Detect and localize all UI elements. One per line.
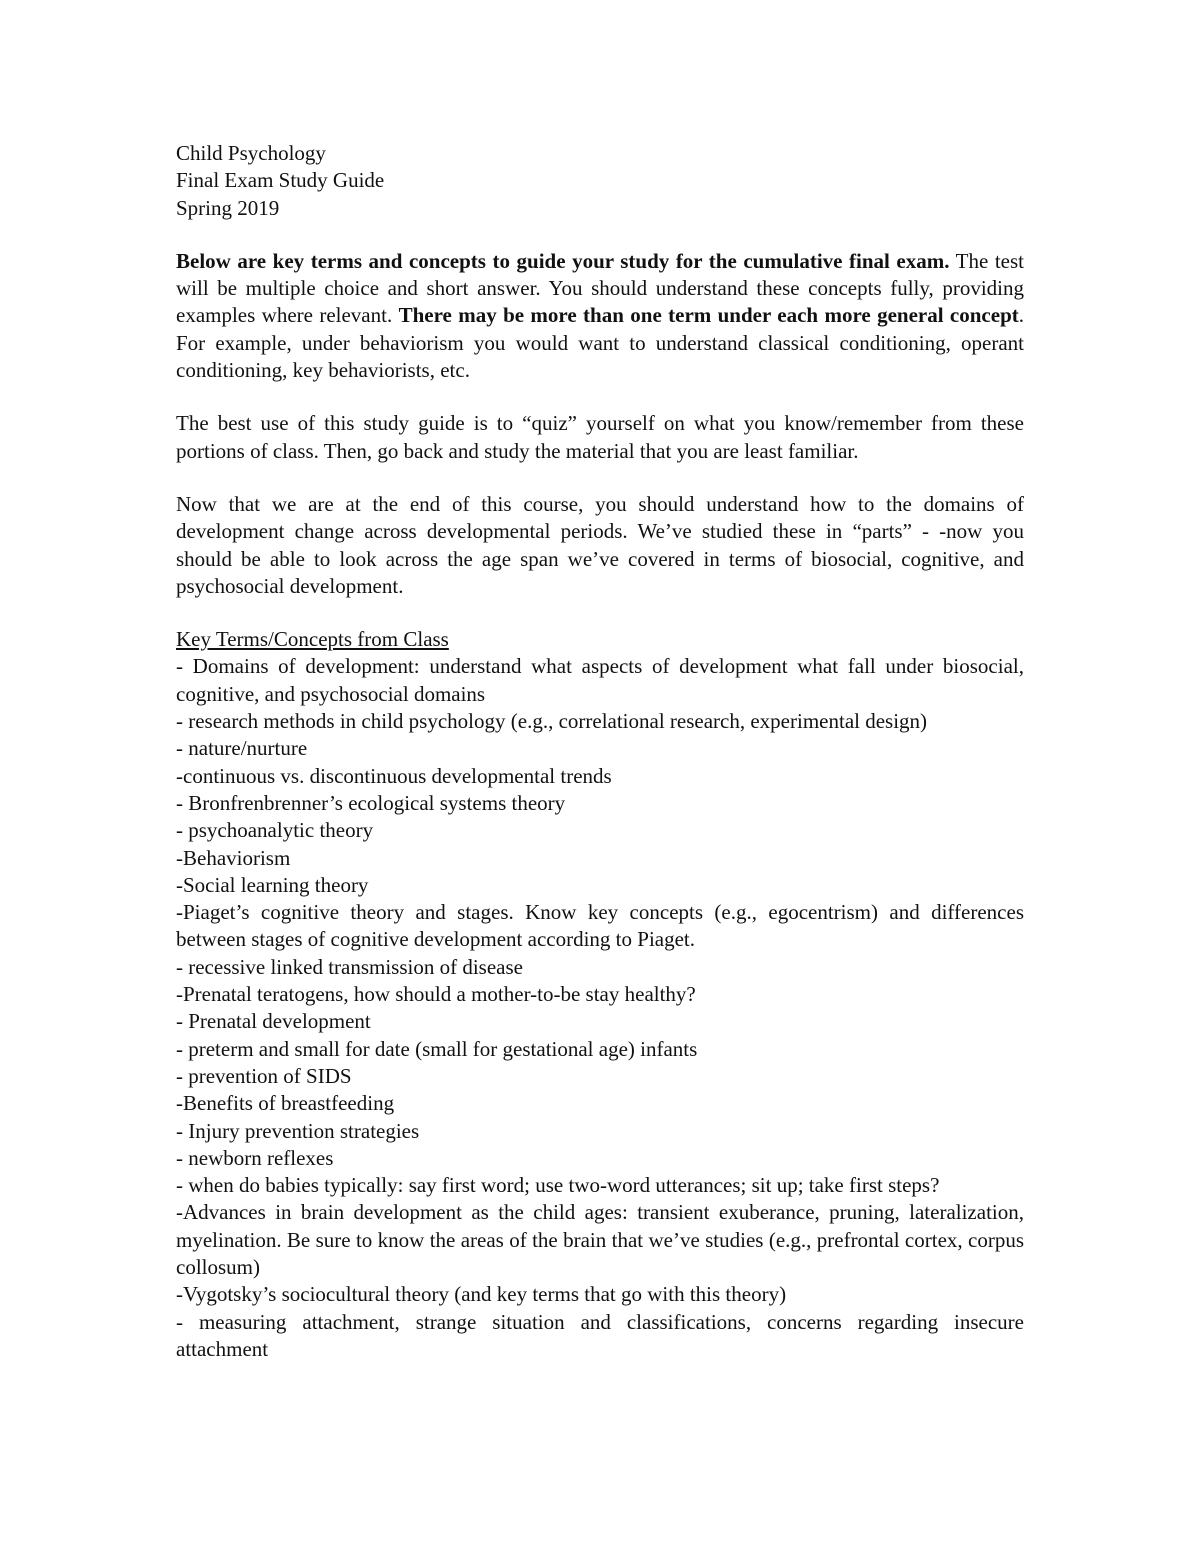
spacer [176, 222, 1024, 248]
key-term-item: -continuous vs. discontinuous developmental trends [176, 763, 612, 788]
key-term-item: - prevention of SIDS [176, 1063, 352, 1088]
intro-bold-mid: There may be more than one term under each more general concept [398, 303, 1019, 328]
key-term-item: - newborn reflexes [176, 1145, 334, 1170]
intro-bold-lead: Below are key terms and concepts to guide your study for the cumulative final exam. [176, 248, 950, 273]
key-term-item: - research methods in child psychology (e.g., correlational research, experimental design) [176, 709, 928, 734]
key-term-item: - Bronfrenbrenner’s ecological systems theory [176, 790, 566, 815]
key-terms-heading: Key Terms/Concepts from Class [176, 627, 449, 652]
study-tip-paragraph: The best use of this study guide is to “quiz” yourself on what you know/remember from these portions of class. Then, go back and study the material that you are least familiar. [176, 411, 1024, 463]
intro-text-2: . For example, under behaviorism you would want to understand classical conditioning, operant conditioning, key behaviorists, etc. [176, 303, 1024, 383]
key-term-item: - Prenatal development [176, 1009, 371, 1034]
key-term-item: -Benefits of breastfeeding [176, 1091, 395, 1116]
spacer [176, 600, 1024, 626]
document-page [176, 140, 1024, 1363]
key-term-item: -Advances in brain development as the child ages: transient exuberance, pruning, lateralization, myelination. Be sure to know the areas of the brain that we’ve studies (e.g., prefrontal cortex, corpus collosum) [176, 1200, 1024, 1279]
key-term-item: - nature/nurture [176, 736, 308, 761]
key-term-item: - Injury prevention strategies [176, 1118, 420, 1143]
key-term-item: - measuring attachment, strange situation and classifications, concerns regarding insecure attachment [176, 1309, 1024, 1361]
key-term-item: - Domains of development: understand what aspects of development what fall under biosocial, cognitive, and psychosocial domains [176, 654, 1024, 706]
spacer [176, 465, 1024, 491]
key-term-item: -Behaviorism [176, 845, 291, 870]
intro-paragraph [176, 248, 1024, 384]
spacer [176, 384, 1024, 410]
key-term-item: -Social learning theory [176, 872, 369, 897]
key-term-item: - recessive linked transmission of disease [176, 954, 523, 979]
course-name: Child Psychology [176, 141, 326, 165]
key-term-item: -Prenatal teratogens, how should a mother-to-be stay healthy? [176, 982, 696, 1007]
key-terms-list [176, 653, 1024, 1363]
key-term-item: - when do babies typically: say first word; use two-word utterances; sit up; take first steps? [176, 1173, 940, 1198]
term-label: Spring 2019 [176, 195, 280, 220]
intro-text-1: The test will be multiple choice and short answer. You should understand these concepts fully, providing examples where relevant. [176, 248, 1025, 328]
document-title: Final Exam Study Guide [176, 168, 385, 193]
key-term-item: -Vygotsky’s sociocultural theory (and key terms that go with this theory) [176, 1282, 787, 1307]
key-term-item: - preterm and small for date (small for gestational age) infants [176, 1036, 698, 1061]
key-term-item: - psychoanalytic theory [176, 818, 374, 843]
course-summary-paragraph: Now that we are at the end of this course, you should understand how to the domains of development change across developmental periods. We’ve studied these in “parts” - -now you should be able to look across the age span we’ve covered in terms of biosocial, cognitive, and psychosocial development. [176, 491, 1024, 598]
key-term-item: -Piaget’s cognitive theory and stages. Know key concepts (e.g., egocentrism) and differences between stages of cognitive development according to Piaget. [176, 900, 1024, 952]
